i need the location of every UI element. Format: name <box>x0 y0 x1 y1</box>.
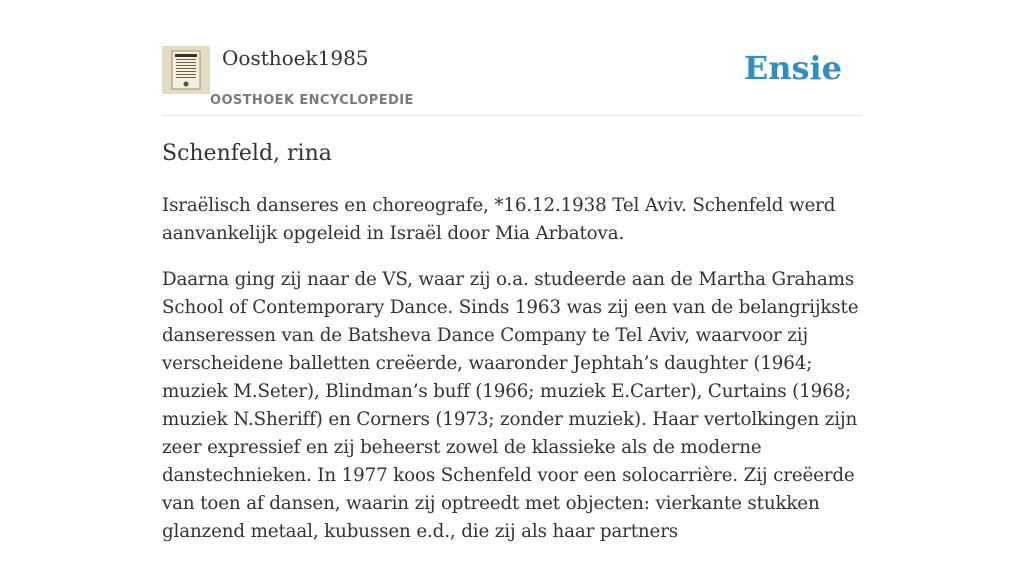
paragraph: Daarna ging zij naar de VS, waar zij o.a. studeerde aan de Martha Grahams School of Contemporary Dance. Sinds 1963 was zij een van de belangrijkste danseressen van de Batsheva Dance Company te Tel Aviv, waarvoor zij verscheidene balletten creëerde, waaronder Jephtah’s daughter (1964; muziek M.Seter), Blindman’s buff (1966; muziek E.Carter), Curtains (1968; muziek N.Sheriff) en Corners (1973; zonder muziek). Haar vertolkingen zijn zeer expressief en zij beheerst zowel de klassieke als de moderne danstechnieken. In 1977 koos Schenfeld voor een solocarrière. Zij creëerde van toen af dansen, waarin zij optreedt met objecten: vierkante stukken glanzend metaal, kubussen e.d., die zij als haar partners <box>162 269 859 542</box>
source-label[interactable]: OOSTHOEK ENCYCLOPEDIE <box>210 93 414 108</box>
article-header <box>162 0 862 116</box>
username[interactable]: Oosthoek1985 <box>222 46 369 70</box>
article-body <box>162 192 872 564</box>
article-title: Schenfeld, rina <box>162 141 332 166</box>
brand-logo[interactable]: Ensie <box>743 49 842 87</box>
book-cover-icon <box>162 46 210 94</box>
avatar[interactable] <box>162 46 210 94</box>
paragraph: Israëlisch danseres en choreografe, *16.12.1938 Tel Aviv. Schenfeld werd aanvankelijk opgeleid in Israël door Mia Arbatova. <box>162 195 836 244</box>
